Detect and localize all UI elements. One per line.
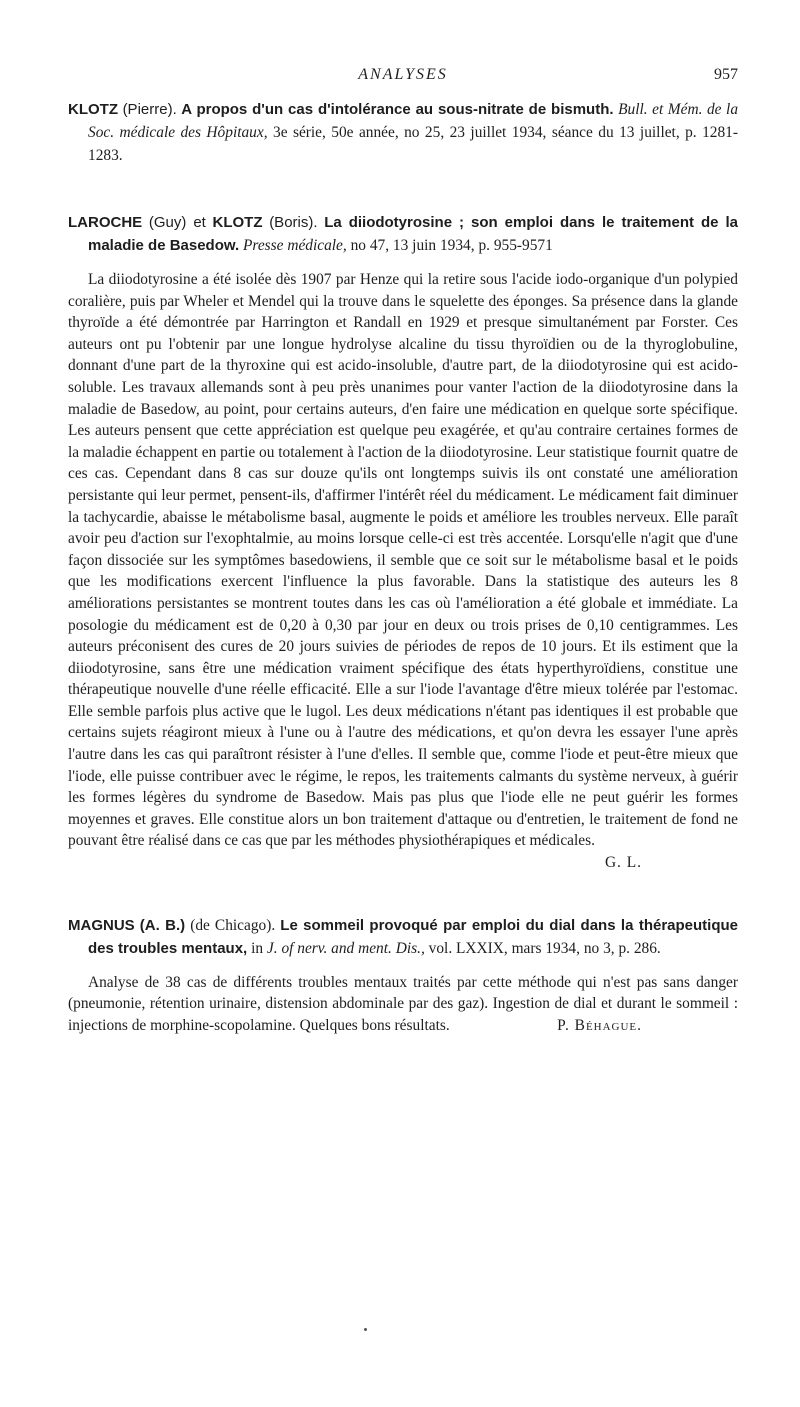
- author-name: MAGNUS: [68, 916, 135, 934]
- print-speck: [364, 1328, 367, 1331]
- running-header: [68, 66, 738, 92]
- journal-name: Bull. et Mém. de la Soc. médicale des Hôpitaux,: [88, 101, 739, 141]
- entry-heading: [68, 211, 738, 257]
- author-first-name: (Pierre).: [122, 101, 177, 118]
- second-author-first-name: (Boris).: [269, 214, 318, 231]
- article-title: Le sommeil provoqué par emploi du dial dans la thérapeutique des troubles mentaux,: [88, 916, 738, 957]
- article-title: La diiodotyrosine ; son emploi dans le traitement de la maladie de Basedow.: [88, 214, 738, 254]
- running-title: ANALYSES: [358, 66, 448, 83]
- abstract-entry: [68, 98, 738, 167]
- abstract-body: [68, 972, 738, 1037]
- abstract-entry: [68, 914, 738, 1037]
- abstract-text: Analyse de 38 cas de différents troubles mentaux traités par cette méthode qui n'est pas sans danger (pneumonie, rétention urinaire, distension abdominale par des gaz). Ingestion de dial et durant le sommeil : injections de morphine-scopolamine. Quelques bons résultats.: [68, 973, 738, 1034]
- abstract-body: [68, 269, 738, 872]
- journal-page: [68, 66, 738, 1036]
- page-number: 957: [714, 66, 738, 83]
- entry-heading: [68, 914, 738, 960]
- author-first-name: (A. B.): [139, 916, 186, 934]
- citation-details: 3e série, 50e année, no 25, 23 juillet 1934, séance du 13 juillet, p. 1281-1283.: [88, 124, 738, 164]
- reviewer-signature: G. L.: [604, 854, 642, 872]
- abstract-entry: [68, 211, 738, 874]
- journal-name: J. of nerv. and ment. Dis.,: [266, 939, 425, 957]
- journal-prefix: in: [251, 939, 264, 957]
- author-affiliation: (de Chicago).: [190, 916, 276, 934]
- article-title: A propos d'un cas d'intolérance au sous-nitrate de bismuth.: [181, 101, 614, 118]
- journal-name: Presse médicale,: [243, 237, 347, 254]
- author-name: KLOTZ: [68, 101, 118, 118]
- citation-details: no 47, 13 juin 1934, p. 955-9571: [350, 237, 553, 254]
- author-name: LAROCHE: [68, 214, 143, 231]
- entry-heading: [68, 98, 738, 167]
- reviewer-signature: P. Béhague.: [557, 1016, 642, 1034]
- author-first-name: (Guy) et: [148, 214, 206, 231]
- abstract-text: La diiodotyrosine a été isolée dès 1907 par Henze qui la retire sous l'acide iodo-organique d'un polypied coralière, puis par Wheler et Mendel qui la trouve dans le squelette des éponges. Sa présence dans la glande thyroïde a été démontrée par Harrington et Randall en 1929 et presque simultanément par Forster. Ces auteurs ont pu l'obtenir par une longue hydrolyse alcaline du tissu thyroïdien ou de la thyroglobuline, donnant d'une part de la thyroxine qui est acido-insoluble, d'autre part, de la diiodotyrosine qui est acido-soluble. Les travaux allemands sont à peu près unanimes pour vanter l'action de la diiodotyrosine dans la maladie de Basedow, au point, pour certains auteurs, d'en faire une médication en quelque sorte spécifique. Les auteurs pensent que cette appréciation est quelque peu exagérée, et qu'au contraire certaines formes de la maladie échappent en partie ou totalement à l'action de la diiodotyrosine. Leur statistique fournit quatre de ces cas. Cependant dans 8 cas sur douze qu'ils ont longtemps suivis ils ont constaté une amélioration persistante qui leur permet, pensent-ils, d'affirmer l'intérêt réel du médicament. Le médicament fait diminuer la tachycardie, abaisse le métabolisme basal, augmente le poids et améliore les troubles nerveux. Elle paraît avoir peu d'action sur l'exophtalmie, au moins lorsque celle-ci est très accentée. Lorsqu'elle n'agit que d'une façon dissociée sur les symptômes basedowiens, il semble que ce soit sur le métabolisme basal et le poids que les modifications exercent l'influence la plus favorable. Dans la statistique des auteurs les 8 améliorations persistantes se montrent toutes dans les cas où l'amélioration a été globale et immédiate. La posologie du médicament est de 0,20 à 0,30 par jour en deux ou trois prises de 0,10 centigrammes. Les auteurs préconisent des cures de 20 jours suivies de périodes de repos de 10 jours. Et ils estiment que la diiodotyrosine, sans être une médication vraiment spécifique des états hyperthyroïdiens, constitue une thérapeutique nouvelle d'une réelle efficacité. Elle a sur l'iode l'avantage d'être mieux tolérée par l'estomac. Elle semble parfois plus active que le lugol. Les deux médications n'étant pas identiques il est probable que certains sujets réagiront mieux à l'une ou à l'autre des médications, et qu'on devra les essayer l'une après l'autre dans les cas qui paraîtront résister à l'une d'elles. Il semble que, comme l'iode et peut-être mieux que l'iode, elle puisse contribuer avec le régime, le repos, les traitements calmants du système nerveux, à guérir les formes légères du syndrome de Basedow. Mais pas plus que l'iode elle ne peut guérir les formes moyennes et graves. Elle constitue alors un bon traitement d'attaque ou d'entretien, le traitement de fond ne pouvant être réalisé dans ce cas que par les méthodes physiothérapiques et médicales.: [68, 271, 738, 850]
- second-author-name: KLOTZ: [212, 214, 263, 231]
- citation-details: vol. LXXIX, mars 1934, no 3, p. 286.: [428, 939, 661, 957]
